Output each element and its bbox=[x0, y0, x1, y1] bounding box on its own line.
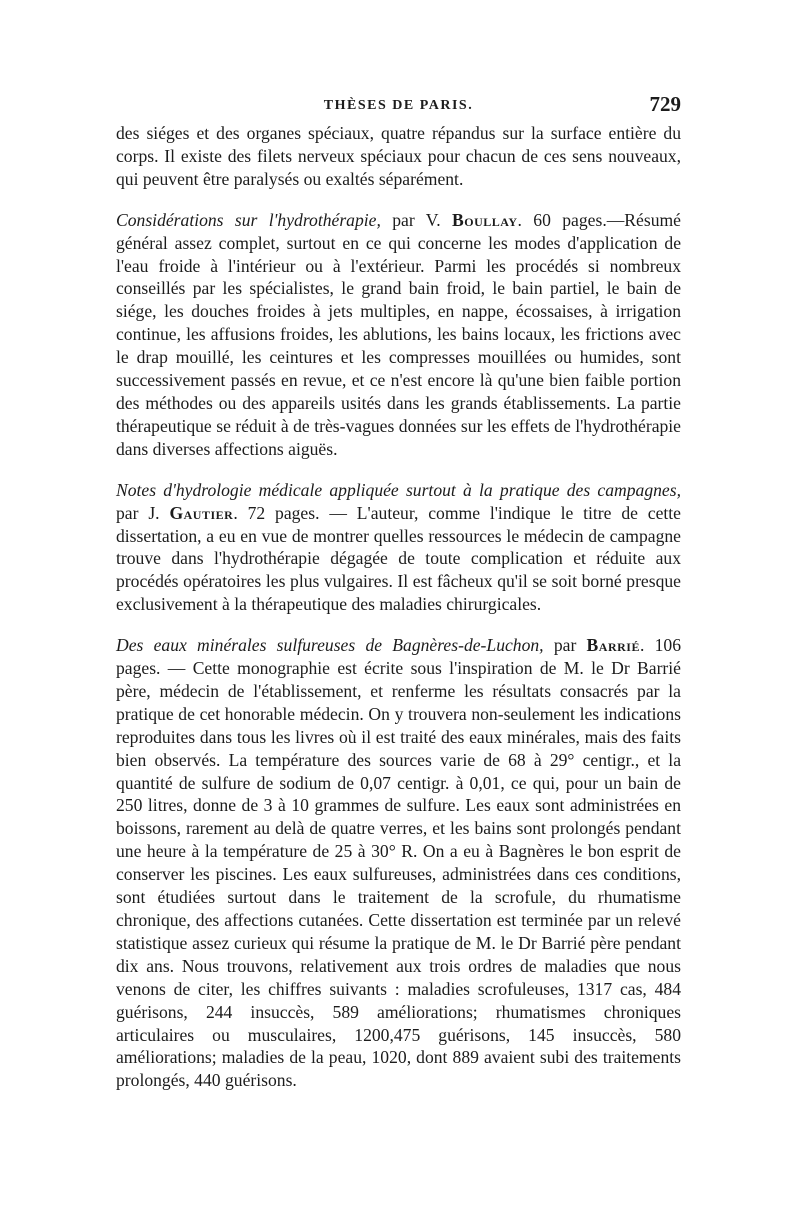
author-name: Boullay bbox=[452, 209, 518, 230]
author-name: Gautier bbox=[169, 502, 234, 523]
page-number: 729 bbox=[649, 92, 681, 116]
paragraph-text: . 72 pages. — L'auteur, comme l'indique le titre de cette dissertation, a eu en vue de montrer quelles ressources le médecin de campagne trouve dans l'hydrothérapie dégagée de toute complication et réduite aux procédés opératoires les plus vulgaires. Il est fâcheux qu'il se soit borné presque exclusivement à la thérapeutique des maladies chirurgicales. bbox=[116, 502, 681, 615]
paragraph-text: . 106 pages. — Cette monographie est écrite sous l'inspiration de M. le Dr Barrié père, médecin de l'établissement, et renferme les résultats consacrés par la pratique de cet honorable médecin. On y trouvera non-seulement les indications reproduites dans tous les livres où il est traité des eaux minérales, mais des faits bien observés. La température des sources varie de 68 à 29° centigr., et la quantité de sulfure de sodium de 0,07 centigr. à 0,01, ce qui, pour un bain de 250 litres, donne de 3 à 10 grammes de sulfure. Les eaux sont administrées en boissons, rarement au delà de quatre verres, et les bains sont prolongés pendant une heure à la température de 25 à 30° R. On a eu à Bagnères le bon esprit de conserver les piscines. Les eaux sulfureuses, administrées dans ces conditions, sont étudiées surtout dans le traitement de la scrofule, du rhumatisme chronique, des affections cutanées. Cette dissertation est terminée par un relevé statistique assez curieux qui résume la pratique de M. le Dr Barrié père pendant dix ans. Nous trouvons, relativement aux trois ordres de maladies que nous venons de citer, les chiffres suivants : maladies scrofuleuses, 1317 cas, 484 guérisons, 244 insuccès, 589 améliorations; rhumatismes chroniques articulaires ou musculaires, 1200,475 guérisons, 145 insuccès, 580 améliorations; maladies de la peau, 1020, dont 889 avaient subi des traitements prolongés, 440 guérisons. bbox=[116, 635, 681, 1091]
running-header bbox=[116, 92, 681, 122]
paragraph-continuation bbox=[116, 122, 681, 191]
paragraph-text: des siéges et des organes spéciaux, quatre répandus sur la surface entière du corps. Il existe des filets nerveux spéciaux pour chacun de ces sens nouveaux, qui peuvent être paralysés ou exaltés séparément. bbox=[116, 123, 681, 189]
paragraph-gautier bbox=[116, 479, 681, 616]
paragraph-text: . 60 pages.—Résumé général assez complet, surtout en ce qui concerne les modes d'application de l'eau froide à l'intérieur ou à l'extérieur. Parmi les procédés si nombreux conseillés par les spécialistes, le grand bain froid, le bain partiel, le bain de siége, les douches froides à jets multiples, en nappe, écossaises, à irrigation continue, les affusions froides, les ablutions, les bains locaux, les frictions avec le drap mouillé, les ceintures et les compresses mouillées ou humides, sont successivement passés en revue, et ce n'est encore là qu'une bien faible portion des méthodes ou des appareils usités dans les grands établissements. La partie thérapeutique se réduit à de très-vagues données sur les effets de l'hydrothérapie dans diverses affections aiguës. bbox=[116, 209, 681, 459]
thesis-title: Notes d'hydrologie médicale appliquée surtout à la pratique des campagnes, bbox=[116, 479, 681, 500]
paragraph-barrie bbox=[116, 634, 681, 1092]
by-text: par bbox=[543, 635, 587, 656]
document-page bbox=[116, 92, 681, 1092]
thesis-title: Considérations sur l'hydrothérapie, bbox=[116, 209, 381, 230]
running-title: THÈSES DE PARIS. bbox=[323, 98, 474, 113]
paragraph-boullay bbox=[116, 209, 681, 461]
author-name: Barrié bbox=[586, 635, 640, 656]
by-text: par J. bbox=[116, 502, 170, 523]
by-text: par V. bbox=[380, 209, 453, 230]
thesis-title: Des eaux minérales sulfureuses de Bagnères-de-Luchon, bbox=[116, 635, 544, 656]
